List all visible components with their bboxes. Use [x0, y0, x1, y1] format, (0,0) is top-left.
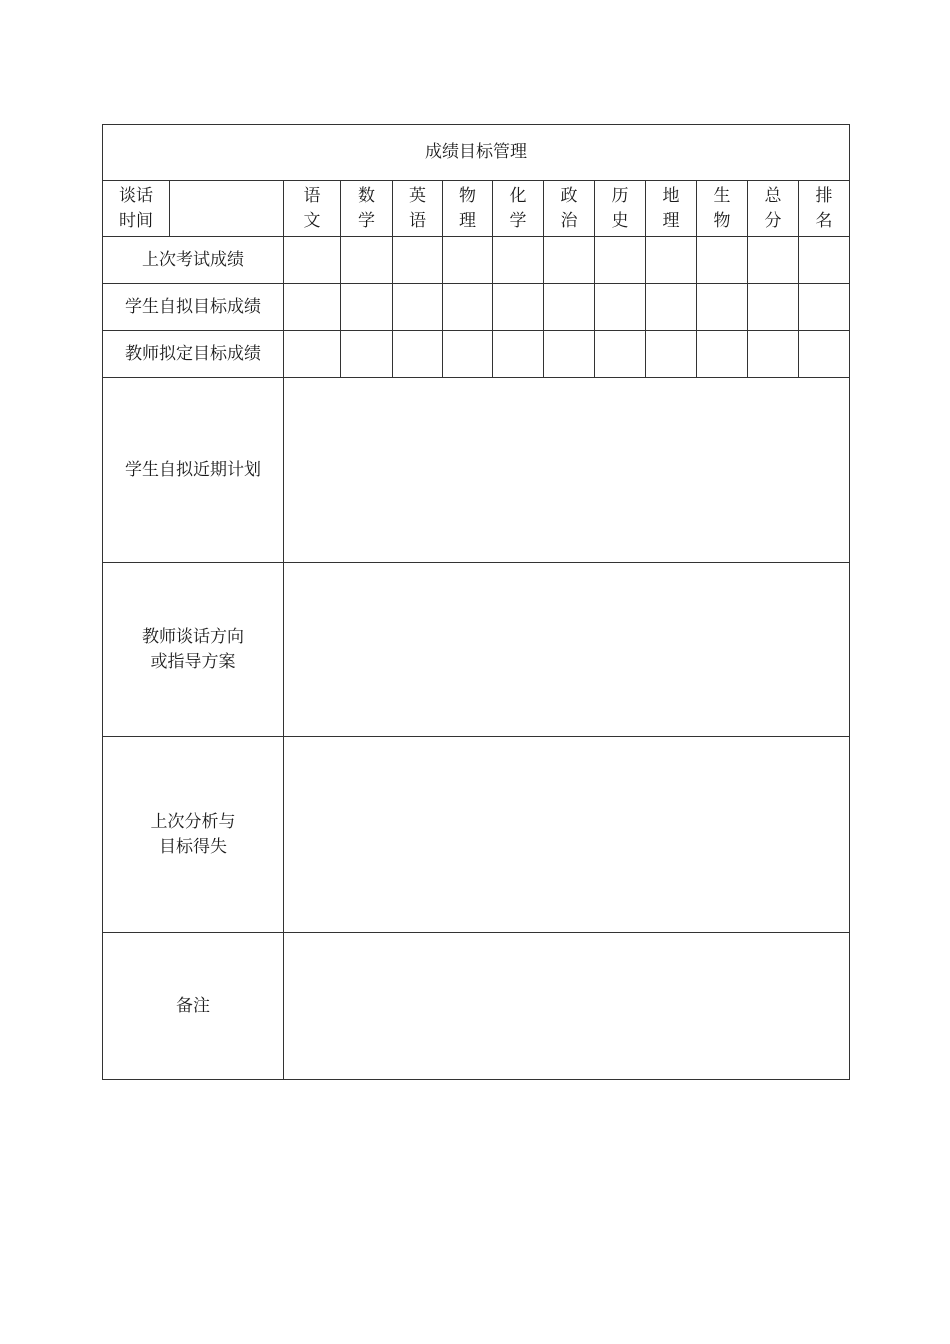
- score-cell[interactable]: [595, 284, 646, 331]
- subject-geography: 地 理: [646, 181, 697, 237]
- subject-physics: 物 理: [443, 181, 493, 237]
- subject-math: 数 学: [341, 181, 393, 237]
- section-label-teacher-guidance: 教师谈话方向 或指导方案: [103, 563, 284, 737]
- subject-history: 历 史: [595, 181, 646, 237]
- score-cell[interactable]: [544, 237, 595, 284]
- row-label-last-exam: 上次考试成绩: [103, 237, 284, 284]
- score-cell[interactable]: [697, 331, 748, 378]
- subject-politics: 政 治: [544, 181, 595, 237]
- score-cell[interactable]: [646, 284, 697, 331]
- subject-chemistry: 化 学: [493, 181, 544, 237]
- score-cell[interactable]: [595, 237, 646, 284]
- section-label-student-plan: 学生自拟近期计划: [103, 378, 284, 563]
- score-cell[interactable]: [393, 237, 443, 284]
- score-cell[interactable]: [748, 284, 799, 331]
- score-cell[interactable]: [493, 237, 544, 284]
- talk-time-field[interactable]: [170, 181, 284, 237]
- section-label-remarks: 备注: [103, 933, 284, 1080]
- section-field-student-plan[interactable]: [284, 378, 850, 563]
- score-cell[interactable]: [799, 284, 850, 331]
- section-field-teacher-guidance[interactable]: [284, 563, 850, 737]
- score-cell[interactable]: [493, 331, 544, 378]
- subject-biology: 生 物: [697, 181, 748, 237]
- score-cell[interactable]: [697, 237, 748, 284]
- score-cell[interactable]: [284, 237, 341, 284]
- score-cell[interactable]: [799, 237, 850, 284]
- score-row: [103, 331, 850, 378]
- score-row: [103, 237, 850, 284]
- score-cell[interactable]: [544, 284, 595, 331]
- subject-total: 总 分: [748, 181, 799, 237]
- score-cell[interactable]: [341, 284, 393, 331]
- score-cell[interactable]: [341, 331, 393, 378]
- section-field-remarks[interactable]: [284, 933, 850, 1080]
- score-row: [103, 284, 850, 331]
- section-row: [103, 737, 850, 933]
- score-cell[interactable]: [443, 331, 493, 378]
- score-cell[interactable]: [697, 284, 748, 331]
- subject-chinese: 语 文: [284, 181, 341, 237]
- row-label-teacher-target: 教师拟定目标成绩: [103, 331, 284, 378]
- subject-rank: 排 名: [799, 181, 850, 237]
- score-cell[interactable]: [443, 237, 493, 284]
- section-row: [103, 933, 850, 1080]
- score-cell[interactable]: [493, 284, 544, 331]
- score-cell[interactable]: [799, 331, 850, 378]
- score-cell[interactable]: [284, 284, 341, 331]
- section-row: [103, 563, 850, 737]
- score-cell[interactable]: [393, 284, 443, 331]
- score-cell[interactable]: [646, 237, 697, 284]
- score-cell[interactable]: [595, 331, 646, 378]
- score-cell[interactable]: [748, 331, 799, 378]
- score-goal-form: [102, 124, 850, 1080]
- score-cell[interactable]: [284, 331, 341, 378]
- score-cell[interactable]: [646, 331, 697, 378]
- header-row: [103, 181, 850, 237]
- row-label-student-target: 学生自拟目标成绩: [103, 284, 284, 331]
- subject-english: 英 语: [393, 181, 443, 237]
- section-label-last-analysis: 上次分析与 目标得失: [103, 737, 284, 933]
- score-cell[interactable]: [393, 331, 443, 378]
- score-cell[interactable]: [341, 237, 393, 284]
- section-field-last-analysis[interactable]: [284, 737, 850, 933]
- score-cell[interactable]: [544, 331, 595, 378]
- talk-time-label: 谈话 时间: [103, 181, 170, 237]
- section-row: [103, 378, 850, 563]
- score-cell[interactable]: [748, 237, 799, 284]
- score-cell[interactable]: [443, 284, 493, 331]
- form-title: 成绩目标管理: [103, 125, 850, 181]
